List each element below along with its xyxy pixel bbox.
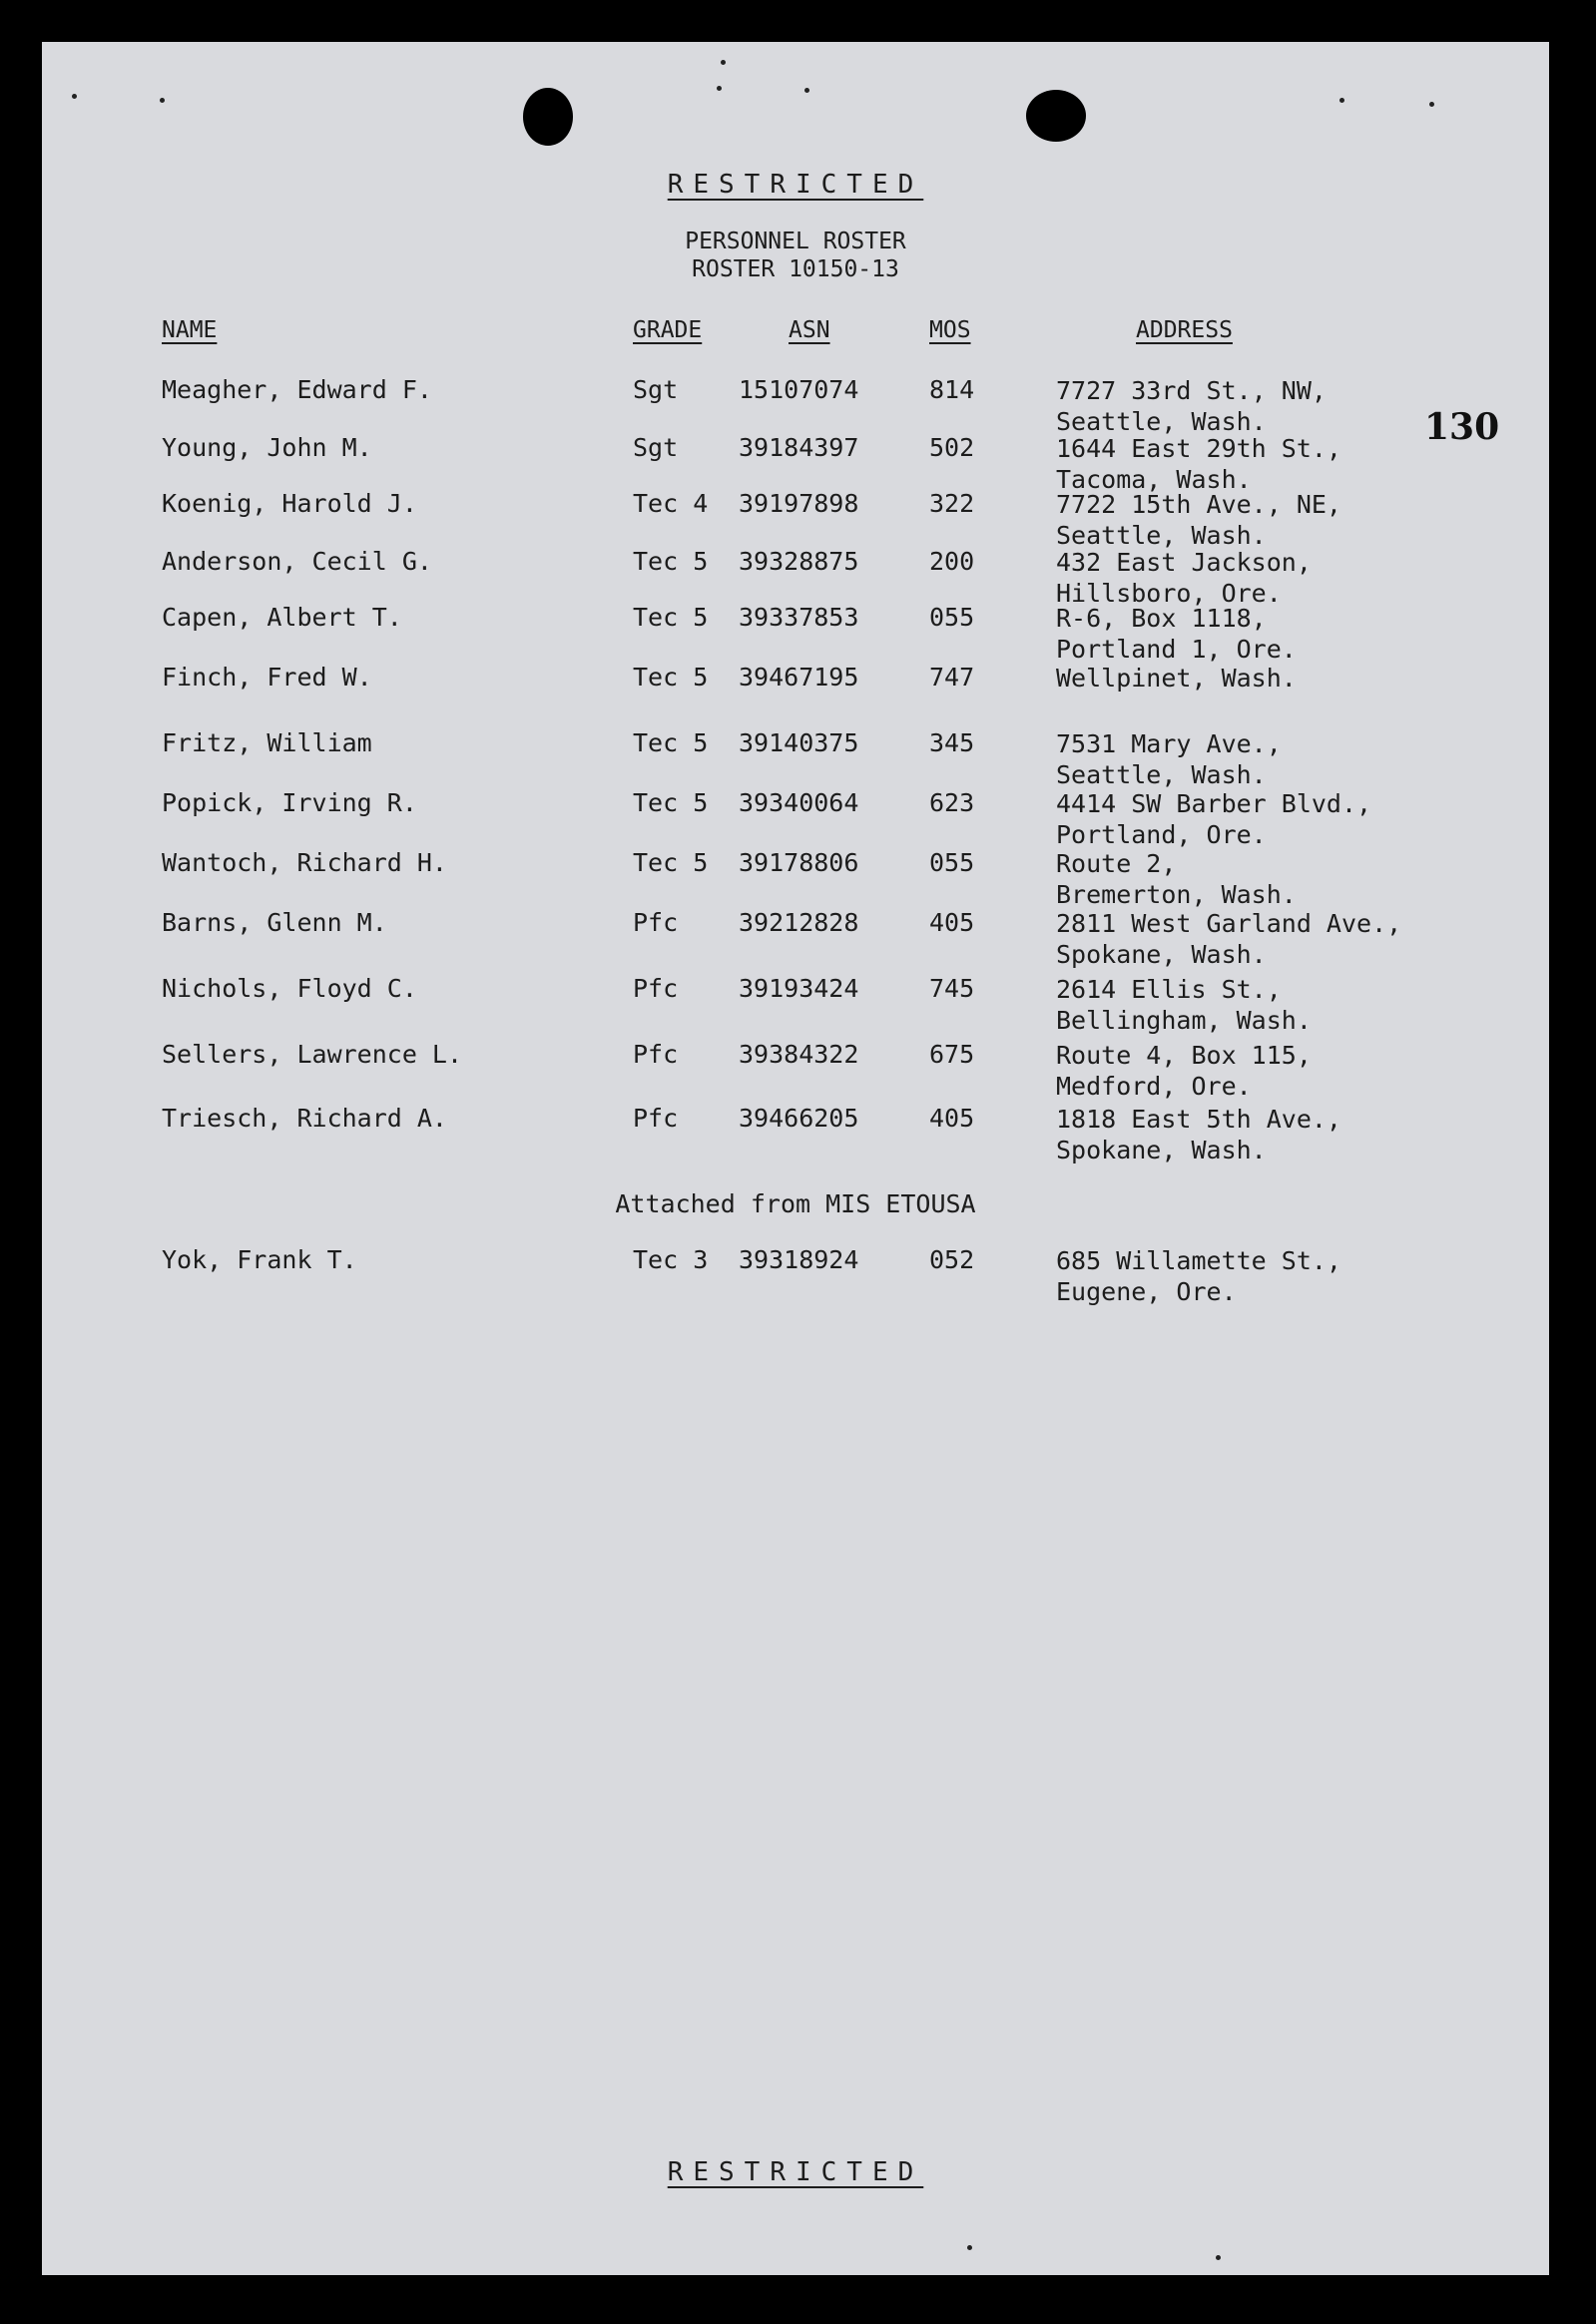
personnel-name: Barns, Glenn M. [162,908,387,937]
personnel-address [1056,1104,1341,1165]
address-line-1: 2614 Ellis St., [1056,975,1282,1004]
speck [717,86,722,91]
speck [1339,98,1344,103]
personnel-grade: Pfc [633,974,679,1003]
personnel-grade: Sgt [633,375,679,404]
document-page [42,42,1549,2275]
column-header-mos: MOS [929,317,971,343]
roster-row [42,728,1549,788]
personnel-grade: Pfc [633,908,679,937]
speck [72,94,77,99]
speck [804,88,809,93]
address-line-2: Tacoma, Wash. [1056,465,1252,494]
personnel-asn: 39337853 [739,603,859,632]
personnel-address [1056,908,1401,970]
personnel-mos: 055 [929,603,975,632]
column-header-name: NAME [162,317,218,343]
classification-header: RESTRICTED [667,170,924,200]
personnel-grade: Tec 5 [633,663,709,692]
personnel-grade: Tec 3 [633,1245,709,1274]
personnel-name: Triesch, Richard A. [162,1104,447,1133]
address-line-2: Hillsboro, Ore. [1056,579,1282,608]
roster-number: ROSTER 10150-13 [692,256,899,282]
personnel-name: Capen, Albert T. [162,603,402,632]
personnel-grade: Tec 5 [633,788,709,817]
personnel-grade: Tec 5 [633,547,709,576]
column-header-grade: GRADE [633,317,703,343]
roster-row [42,1245,1549,1305]
address-line-2: Seattle, Wash. [1056,407,1267,436]
personnel-grade: Tec 4 [633,489,709,518]
attached-heading: Attached from MIS ETOUSA [615,1189,976,1218]
roster-title: PERSONNEL ROSTER [685,229,906,254]
personnel-asn: 39184397 [739,433,859,462]
personnel-mos: 747 [929,663,975,692]
personnel-address [1056,848,1297,910]
roster-row [42,375,1549,435]
personnel-mos: 623 [929,788,975,817]
personnel-grade: Tec 5 [633,603,709,632]
personnel-grade: Pfc [633,1104,679,1133]
address-line-1: R-6, Box 1118, [1056,604,1267,633]
roster-row [42,663,1549,722]
personnel-mos: 814 [929,375,975,404]
personnel-asn: 39466205 [739,1104,859,1133]
address-line-2: Seattle, Wash. [1056,760,1267,789]
personnel-asn: 39178806 [739,848,859,877]
personnel-address [1056,375,1327,437]
personnel-asn: 39193424 [739,974,859,1003]
personnel-asn: 39467195 [739,663,859,692]
speck [967,2245,972,2250]
personnel-asn: 39384322 [739,1040,859,1069]
roster-row [42,1104,1549,1163]
roster-row [42,908,1549,968]
personnel-address [1056,663,1297,694]
personnel-name: Wantoch, Richard H. [162,848,447,877]
personnel-mos: 052 [929,1245,975,1274]
address-line-1: 685 Willamette St., [1056,1246,1341,1275]
personnel-grade: Tec 5 [633,728,709,757]
personnel-address [1056,788,1371,850]
personnel-mos: 322 [929,489,975,518]
personnel-name: Young, John M. [162,433,372,462]
column-header-asn: ASN [789,317,830,343]
personnel-mos: 405 [929,1104,975,1133]
personnel-asn: 39318924 [739,1245,859,1274]
personnel-name: Nichols, Floyd C. [162,974,417,1003]
address-line-2: Spokane, Wash. [1056,1136,1267,1164]
personnel-address [1056,728,1282,790]
address-line-1: 4414 SW Barber Blvd., [1056,789,1372,818]
personnel-mos: 345 [929,728,975,757]
roster-row [42,974,1549,1034]
address-line-2: Bellingham, Wash. [1056,1006,1312,1035]
roster-row [42,603,1549,663]
page-number: 130 [1424,406,1500,448]
roster-row [42,1040,1549,1100]
address-line-1: 1644 East 29th St., [1056,434,1341,463]
address-line-2: Eugene, Ore. [1056,1277,1237,1306]
personnel-name: Finch, Fred W. [162,663,372,692]
personnel-grade: Pfc [633,1040,679,1069]
roster-row [42,848,1549,908]
personnel-mos: 200 [929,547,975,576]
personnel-name: Koenig, Harold J. [162,489,417,518]
personnel-address [1056,1245,1341,1307]
personnel-name: Anderson, Cecil G. [162,547,432,576]
personnel-name: Meagher, Edward F. [162,375,432,404]
personnel-asn: 15107074 [739,375,859,404]
personnel-address [1056,433,1341,495]
address-line-1: 432 East Jackson, [1056,548,1312,577]
personnel-name: Yok, Frank T. [162,1245,357,1274]
personnel-asn: 39328875 [739,547,859,576]
personnel-asn: 39197898 [739,489,859,518]
personnel-asn: 39212828 [739,908,859,937]
address-line-2: Portland, Ore. [1056,820,1267,849]
personnel-mos: 745 [929,974,975,1003]
roster-row [42,788,1549,848]
address-line-2: Bremerton, Wash. [1056,880,1297,909]
personnel-name: Fritz, William [162,728,372,757]
speck [1216,2255,1221,2260]
personnel-mos: 675 [929,1040,975,1069]
address-line-1: Wellpinet, Wash. [1056,664,1297,693]
personnel-grade: Sgt [633,433,679,462]
address-line-1: 1818 East 5th Ave., [1056,1105,1341,1134]
address-line-1: Route 2, [1056,849,1177,878]
personnel-name: Sellers, Lawrence L. [162,1040,463,1069]
speck [1429,102,1434,107]
address-line-1: 2811 West Garland Ave., [1056,909,1402,938]
roster-row [42,547,1549,607]
punch-hole-left [523,88,573,146]
personnel-name: Popick, Irving R. [162,788,417,817]
personnel-asn: 39140375 [739,728,859,757]
address-line-2: Medford, Ore. [1056,1072,1252,1101]
punch-hole-right [1026,90,1086,142]
personnel-address [1056,603,1297,665]
speck [721,60,726,65]
address-line-1: 7531 Mary Ave., [1056,729,1282,758]
address-line-1: 7722 15th Ave., NE, [1056,490,1341,519]
personnel-address [1056,974,1312,1036]
personnel-address [1056,547,1312,609]
roster-row [42,489,1549,549]
personnel-address [1056,489,1341,551]
column-header-address: ADDRESS [1136,317,1233,343]
personnel-mos: 405 [929,908,975,937]
personnel-mos: 502 [929,433,975,462]
classification-footer: RESTRICTED [667,2157,924,2187]
personnel-asn: 39340064 [739,788,859,817]
address-line-2: Seattle, Wash. [1056,521,1267,550]
address-line-1: 7727 33rd St., NW, [1056,376,1327,405]
address-line-1: Route 4, Box 115, [1056,1041,1312,1070]
speck [160,98,165,103]
address-line-2: Spokane, Wash. [1056,940,1267,969]
address-line-2: Portland 1, Ore. [1056,635,1297,664]
roster-row [42,433,1549,493]
personnel-address [1056,1040,1312,1102]
personnel-mos: 055 [929,848,975,877]
personnel-grade: Tec 5 [633,848,709,877]
